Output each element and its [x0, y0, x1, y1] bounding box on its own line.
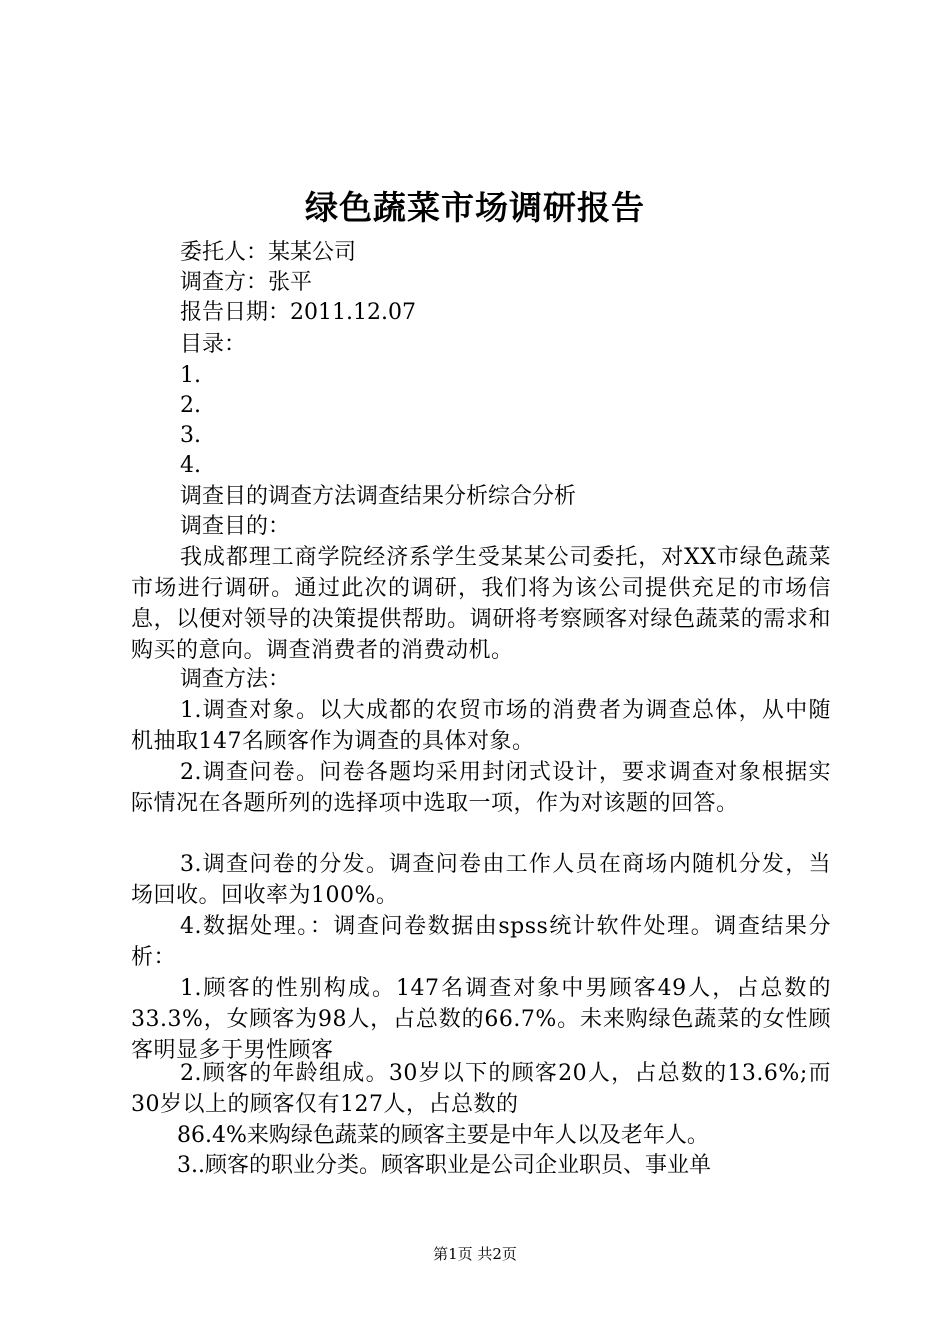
result-paragraph-1: 1.顾客的性别构成。147名调查对象中男顾客49人，占总数的33.3%，女顾客为98人，占总数的66.7%。未来购绿色蔬菜的女性顾客明显多于男性顾客 [131, 976, 831, 1063]
method-paragraph-4: 4.数据处理。：调查问卷数据由spss统计软件处理。调查结果分析： [131, 914, 831, 970]
toc-items: 调查目的调查方法调查结果分析综合分析 [180, 484, 577, 509]
client-line: 委托人：某某公司 [180, 240, 357, 265]
purpose-paragraph: 我成都理工商学院经济系学生受某某公司委托，对XX市绿色蔬菜市场进行调研。通过此次的调研，我们将为该公司提供充足的市场信息，以便对领导的决策提供帮助。调研将考察顾客对绿色蔬菜的需求和购买的意向。调查消费者的消费动机。 [131, 545, 831, 663]
method-paragraph-3: 3.调查问卷的分发。调查问卷由工作人员在商场内随机分发，当场回收。回收率为100%。 [131, 852, 831, 908]
result-paragraph-2-continued: 86.4%来购绿色蔬菜的顾客主要是中年人以及老年人。 [177, 1123, 709, 1148]
report-date-line: 报告日期：2011.12.07 [180, 300, 416, 325]
toc-number-4: 4. [180, 453, 201, 478]
result-paragraph-3: 3..顾客的职业分类。顾客职业是公司企业职员、事业单 [177, 1153, 711, 1178]
toc-label: 目录： [180, 332, 247, 357]
toc-number-1: 1. [180, 363, 201, 388]
result-paragraph-2: 2.顾客的年龄组成。30岁以下的顾客20人，占总数的13.6%;而30岁以上的顾客仅有127人，占总数的 [131, 1061, 831, 1117]
page-footer: 第1页 共2页 [433, 1245, 517, 1263]
method-paragraph-2: 2.调查问卷。问卷各题均采用封闭式设计，要求调查对象根据实际情况在各题所列的选择项中选取一项，作为对该题的回答。 [131, 760, 831, 816]
method-paragraph-1: 1.调查对象。以大成都的农贸市场的消费者为调查总体，从中随机抽取147名顾客作为调查的具体对象。 [131, 698, 831, 754]
document-title: 绿色蔬菜市场调研报告 [305, 188, 645, 227]
toc-number-3: 3. [180, 423, 201, 448]
section-method-heading: 调查方法： [180, 667, 291, 692]
investigator-line: 调查方：张平 [180, 270, 313, 295]
toc-number-2: 2. [180, 393, 201, 418]
section-purpose-heading: 调查目的： [180, 514, 291, 539]
